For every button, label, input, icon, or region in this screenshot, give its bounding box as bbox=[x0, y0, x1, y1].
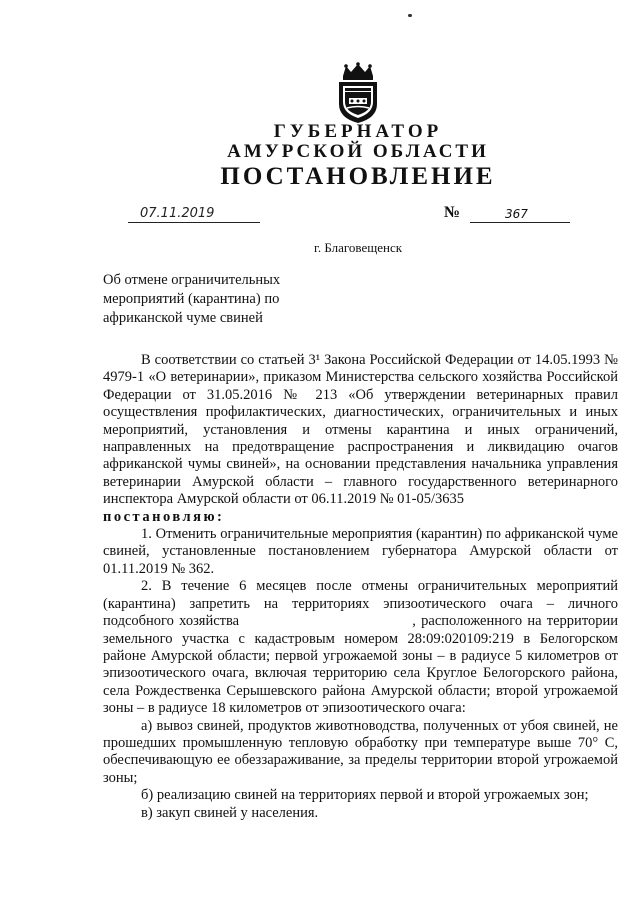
document-number: 367 bbox=[505, 207, 528, 221]
decree-word: постановляю: bbox=[103, 508, 225, 525]
number-underline bbox=[470, 222, 570, 223]
document-date: 07.11.2019 bbox=[140, 206, 215, 221]
date-underline bbox=[128, 222, 260, 223]
subitem-paragraph: а) вывоз свиней, продуктов животноводства, полученных от убоя свиней, не прошедших промышленную тепловую обработку при температуре выше 70° С, обеспечивающую ее обеззараживание, за пределы территории второй угрожаемой зоны; bbox=[103, 717, 618, 786]
document-body bbox=[103, 352, 622, 822]
amur-coat-of-arms-icon bbox=[333, 62, 383, 124]
preamble-paragraph: В соответствии со статьей 3¹ Закона Российской Федерации от 14.05.1993 № 4979-1 «О ветеринарии», приказом Министерства сельского хозяйства Российской Федерации от 31.05.2016 № 213 «Об утверждении ветеринарных правил осуществления профилактических, диагностических, ограничительных и иных мероприятий, установления и отмены карантина и иных ограничений, направленных на предотвращение распространения и ликвидацию очагов африканской чумы свиней», на основании представления начальника управления ветеринарии Амурской области – главного государственного ветеринарного инспектора Амурской области от 06.11.2019 № 01-05/3635 bbox=[103, 352, 618, 508]
issuer-title: ГУБЕРНАТОР bbox=[273, 121, 443, 142]
scan-mark bbox=[408, 14, 412, 17]
issuer-region: АМУРСКОЙ ОБЛАСТИ bbox=[227, 141, 489, 162]
subitem-paragraph: в) закуп свиней у населения. bbox=[141, 804, 319, 821]
issue-city: г. Благовещенск bbox=[313, 240, 403, 255]
item-paragraph: 1. Отменить ограничительные мероприятия (карантин) по африканской чуме свиней, установленные постановлением губернатора Амурской области от 01.11.2019 № 362. bbox=[103, 526, 618, 577]
document-type: ПОСТАНОВЛЕНИЕ bbox=[220, 163, 496, 190]
item-paragraph: 2. В течение 6 месяцев после отмены ограничительных мероприятий (карантина) запретить на территориях эпизоотического очага – личного подсобного хозяйства , расположенного на территории земельного участка с кадастровым номером 28:09:020109:219 в Белогорском районе Амурской области; первой угрожаемой зоны – в радиусе 5 километров от эпизоотического очага, включая территорию села Круглое Белогорского района, села Рождественка Серышевского района Амурской области; второй угрожаемой зоны – в радиусе 18 километров от эпизоотического очага: bbox=[103, 578, 622, 717]
subitem-paragraph: б) реализацию свиней на территориях первой и второй угрожаемых зон; bbox=[141, 787, 589, 804]
number-label: № bbox=[444, 204, 461, 221]
document-subject: Об отмене ограничительных мероприятий (карантина) по африканской чуме свиней bbox=[103, 272, 281, 326]
